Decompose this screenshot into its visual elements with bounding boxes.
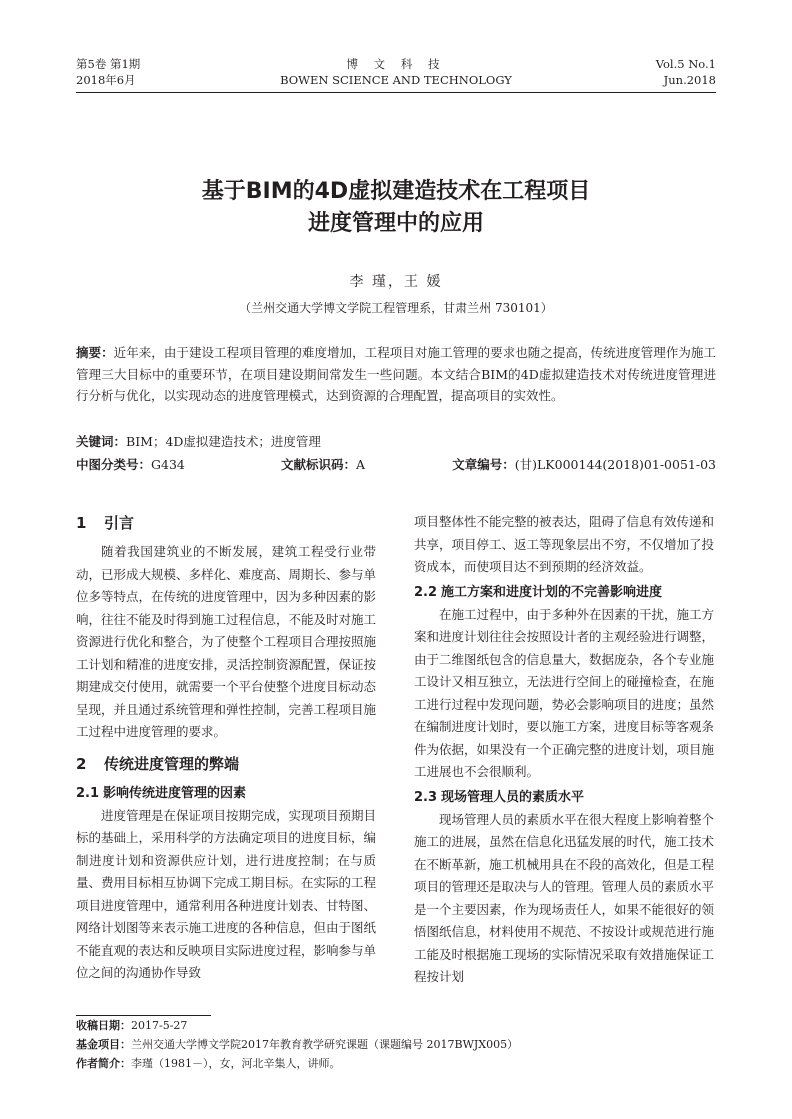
section-title: 引言 (104, 514, 135, 532)
subsection-2-3-heading (414, 786, 714, 809)
keywords-label: 关键词： (76, 434, 127, 449)
document-code (281, 455, 365, 475)
section-title: 传统进度管理的弊端 (104, 754, 240, 773)
journal-name-zh: 博 文 科 技 (346, 57, 446, 71)
doc-code-label: 文献标识码： (281, 457, 357, 472)
authors: 李 瑾，王 媛 (349, 274, 443, 290)
section-2-heading (76, 752, 376, 776)
subsection-title: 影响传统进度管理的因素 (103, 785, 247, 801)
section-number: 2 (76, 754, 87, 773)
keywords (76, 432, 716, 452)
footnote-rule (76, 1015, 211, 1016)
subsection-title: 现场管理人员的素质水平 (441, 789, 585, 805)
subsection-number: 2.2 (414, 584, 438, 600)
title-line-1: 基于BIM的4D虚拟建造技术在工程项目 (201, 179, 591, 204)
abstract-text: 近年来，由于建设工程项目管理的难度增加，工程项目对施工管理的要求也随之提高，传统进度管理作为施工管理三大目标中的重要环节，在项目建设期间常发生一些问题。本文结合BIM的4D虚拟建造技术对传统进度管理进行分析与优化，以实现动态的进度管理模式，达到资源的合理配置，提高项目的实效性。 (76, 345, 716, 403)
subsection-title: 施工方案和进度计划的不完善影响进度 (441, 584, 663, 600)
author-bio-label: 作者简介： (76, 1057, 131, 1070)
paper-title (76, 176, 716, 240)
footnote-fund (76, 1037, 716, 1053)
paragraph: 随着我国建筑业的不断发展，建筑工程受行业带动，已形成大规模、多样化、难度高、周期长、参与单位多等特点，在传统的进度管理中，因为多种因素的影响，往往不能及时得到施工过程信息，不能及时对施工资源进行优化和整合，为了使整个工程项目合理按照施工计划和精准的进度安排，灵活控制资源配置，保证按期建成交付使用，就需要一个平台使整个进度目标动态呈现，并且通过系统管理和弹性控制，完善工程项目施工过程中进度管理的要求。 (76, 544, 377, 739)
footnote-author (76, 1056, 716, 1072)
subsection-2-1-heading (76, 782, 376, 805)
section-1-heading (76, 511, 376, 535)
publication-date: 2018年6月 (76, 73, 136, 87)
fund-label: 基金项目： (76, 1038, 131, 1051)
publication-date-en: Jun.2018 (663, 73, 716, 87)
received-label: 收稿日期： (76, 1019, 131, 1032)
paragraph: 项目整体性不能完整的被表达，阻碍了信息有效传递和共享，项目停工、返工等现象层出不穷，不仅增加了投资成本，而使项目达不到预期的经济效益。 (414, 514, 715, 574)
volume-issue-en: Vol.5 No.1 (655, 57, 716, 71)
subsection-2-2-heading (414, 581, 714, 604)
clc-number (76, 455, 185, 475)
article-no-label: 文章编号： (452, 457, 515, 472)
right-column (414, 511, 714, 989)
author-bio-text: 李瑾（1981－），女，河北辛集人，讲师。 (131, 1057, 341, 1070)
journal-name-en: BOWEN SCIENCE AND TECHNOLOGY (280, 73, 512, 87)
article-number (452, 455, 716, 475)
affiliation: （兰州交通大学博文学院工程管理系，甘肃兰州 730101） (239, 301, 553, 315)
left-column (76, 511, 376, 985)
classification-row (76, 455, 716, 475)
subsection-number: 2.1 (76, 785, 100, 801)
title-line-2: 进度管理中的应用 (307, 211, 484, 236)
paragraph: 现场管理人员的素质水平在很大程度上影响着整个施工的进展，虽然在信息化迅猛发展的时代，施工技术在不断革新，施工机械用具在不段的高效化，但是工程项目的管理还是取决与人的管理。管理人员的素质水平是一个主要因素，作为现场责任人，如果不能很好的领悟图纸信息，材料使用不规范、不按设计或规范进行施工能及时根据施工现场的实际情况采取有效措施保证工程按计划 (414, 811, 715, 984)
subsection-number: 2.3 (414, 789, 438, 805)
abstract-label: 摘要： (76, 345, 114, 360)
clc-label: 中图分类号： (76, 457, 152, 472)
doc-code-value: A (356, 457, 366, 472)
fund-text: 兰州交通大学博文学院2017年教育教学研究课题（课题编号 2017BWJX005） (131, 1038, 519, 1051)
paragraph: 在施工过程中，由于多种外在因素的干扰，施工方案和进度计划往往会按照设计者的主观经验进行调整，由于二维图纸包含的信息量大，数据庞杂，各个专业施工设计又相互独立，无法进行空间上的碰撞检查，在施工进行过程中发现问题，势必会影响项目的进度；虽然在编制进度计划时，要以施工方案，进度目标等客观条件为依据，如果没有一个正确完整的进度计划，项目施工进展也不会很顺利。 (414, 606, 715, 779)
running-header-right (656, 56, 716, 88)
article-no-value: (甘)LK000144(2018)01-0051-03 (514, 457, 716, 472)
header-rule (76, 92, 716, 93)
section-number: 1 (76, 514, 87, 532)
clc-value: G434 (151, 457, 185, 472)
footnote-received (76, 1018, 716, 1034)
abstract (76, 342, 716, 407)
volume-issue: 第5卷 第1期 (76, 57, 141, 71)
received-date: 2017-5-27 (131, 1019, 188, 1032)
paragraph: 进度管理是在保证项目按期完成，实现项目预期目标的基础上，采用科学的方法确定项目的进度目标，编制进度计划和资源供应计划，进行进度控制；在与质量、费用目标相互协调下完成工期目标。在实际的工程项目进度管理中，通常利用各种进度计划表、甘特图、网络计划图等来表示施工进度的各种信息，但由于图纸不能直观的表达和反映项目实际进度过程，影响参与单位之间的沟通协作导致 (76, 807, 377, 980)
keywords-text: BIM；4D虚拟建造技术；进度管理 (126, 434, 321, 449)
